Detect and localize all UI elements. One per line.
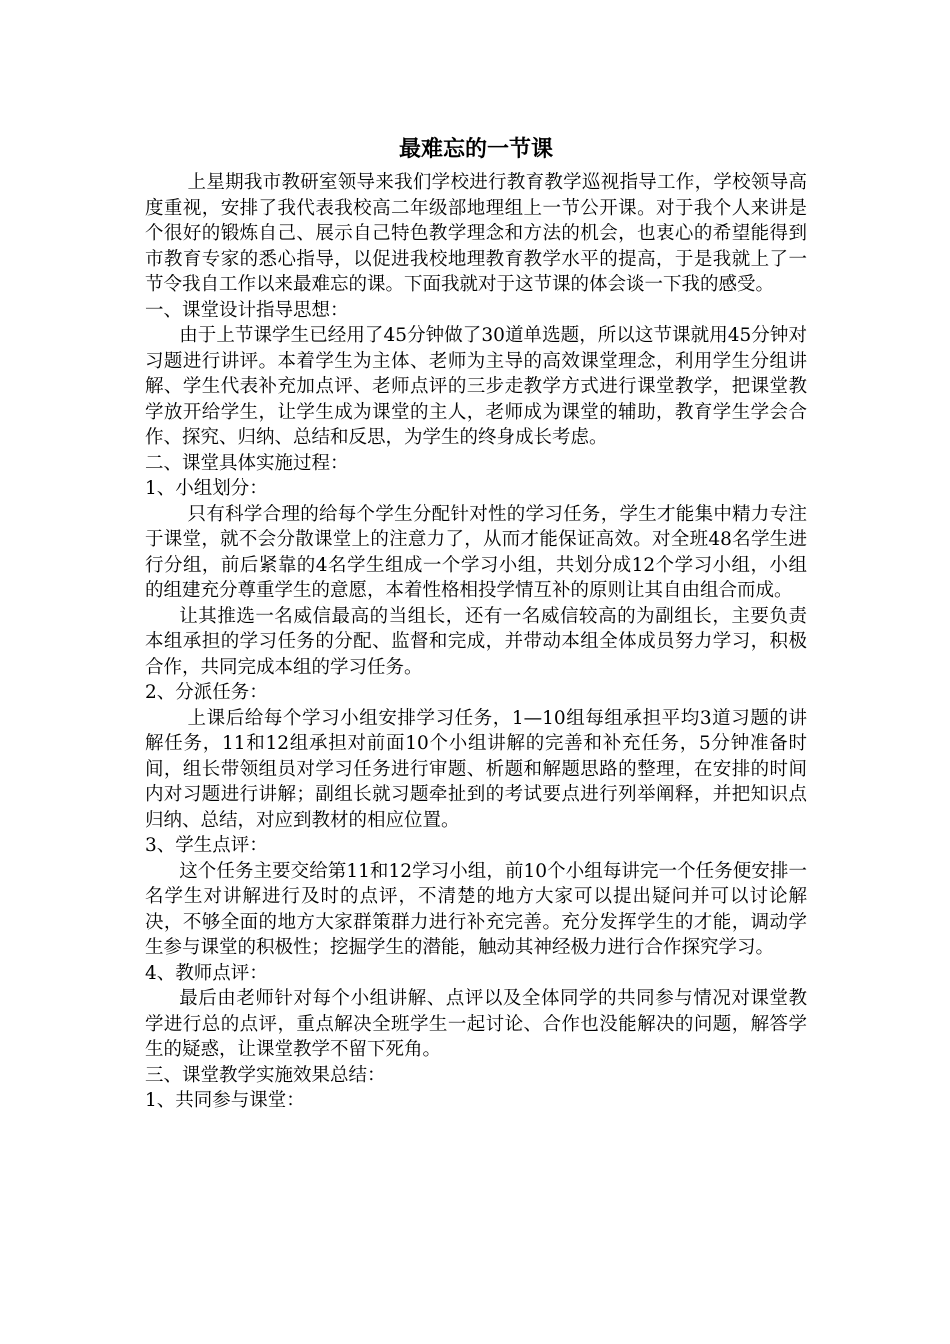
subsection-2-1-heading: 1、小组划分：: [145, 478, 268, 499]
subsection-2-1-paragraph-1: 只有科学合理的给每个学生分配针对性的学习任务，学生才能集中精力专注于课堂，就不会分散课堂上的注意力了，从而才能保证高效。对全班48名学生进行分组，前后紧靠的4名学生组成一个学习小组，共划分成12个学习小组，小组的组建充分尊重学生的意愿，本着性格相投学情互补的原则让其自由组合而成。: [145, 503, 807, 601]
section-2-heading: 二、课堂具体实施过程：: [145, 452, 349, 474]
subsection-2-3-heading: 3、学生点评：: [145, 835, 268, 856]
section-3-heading: 三、课堂教学实施效果总结：: [145, 1064, 386, 1086]
section-1-paragraph: 由于上节课学生已经用了45分钟做了30道单选题，所以这节课就用45分钟对习题进行讲评。本着学生为主体、老师为主导的高效课堂理念，利用学生分组讲解、学生代表补充加点评、老师点评的三步走教学方式进行课堂教学，把课堂教学放开给学生，让学生成为课堂的主人，老师成为课堂的辅助，教育学生学会合作、探究、归纳、总结和反思，为学生的终身成长考虑。: [145, 325, 807, 448]
subsection-2-2-paragraph: 上课后给每个学习小组安排学习任务，1—10组每组承担平均3道习题的讲解任务，11和12组承担对前面10个小组讲解的完善和补充任务，5分钟准备时间，组长带领组员对学习任务进行审题、析题和解题思路的整理，在安排的时间内对习题进行讲解；副组长就习题牵扯到的考试要点进行列举阐释，并把知识点归纳、总结，对应到教材的相应位置。: [145, 707, 807, 831]
subsection-2-2-heading: 2、分派任务：: [145, 682, 268, 703]
subsection-2-4-paragraph: 最后由老师针对每个小组讲解、点评以及全体同学的共同参与情况对课堂教学进行总的点评，重点解决全班学生一起讨论、合作也没能解决的问题，解答学生的疑惑，让课堂教学不留下死角。: [145, 988, 807, 1060]
document-page: [145, 132, 807, 1114]
section-1-heading: 一、课堂设计指导思想：: [145, 299, 349, 321]
subsection-3-1-heading: 1、共同参与课堂：: [145, 1090, 305, 1111]
subsection-2-1-paragraph-2: 让其推选一名威信最高的当组长，还有一名威信较高的为副组长，主要负责本组承担的学习任务的分配、监督和完成，并带动本组全体成员努力学习，积极合作，共同完成本组的学习任务。: [145, 605, 807, 678]
intro-paragraph: 上星期我市教研室领导来我们学校进行教育教学巡视指导工作，学校领导高度重视，安排了我代表我校高二年级部地理组上一节公开课。对于我个人来讲是个很好的锻炼自己、展示自己特色教学理念和方法的机会，也衷心的希望能得到市教育专家的悉心指导，以促进我校地理教育教学水平的提高，于是我就上了一节令我自工作以来最难忘的课。下面我就对于这节课的体会谈一下我的感受。: [145, 172, 807, 295]
subsection-2-4-heading: 4、教师点评：: [145, 962, 268, 984]
document-title: 最难忘的一节课: [398, 136, 553, 162]
subsection-2-3-paragraph: 这个任务主要交给第11和12学习小组，前10个小组每讲完一个任务便安排一名学生对讲解进行及时的点评，不清楚的地方大家可以提出疑问并可以讨论解决，不够全面的地方大家群策群力进行补充完善。充分发挥学生的才能，调动学生参与课堂的积极性；挖掘学生的潜能，触动其神经极力进行合作探究学习。: [145, 860, 807, 958]
